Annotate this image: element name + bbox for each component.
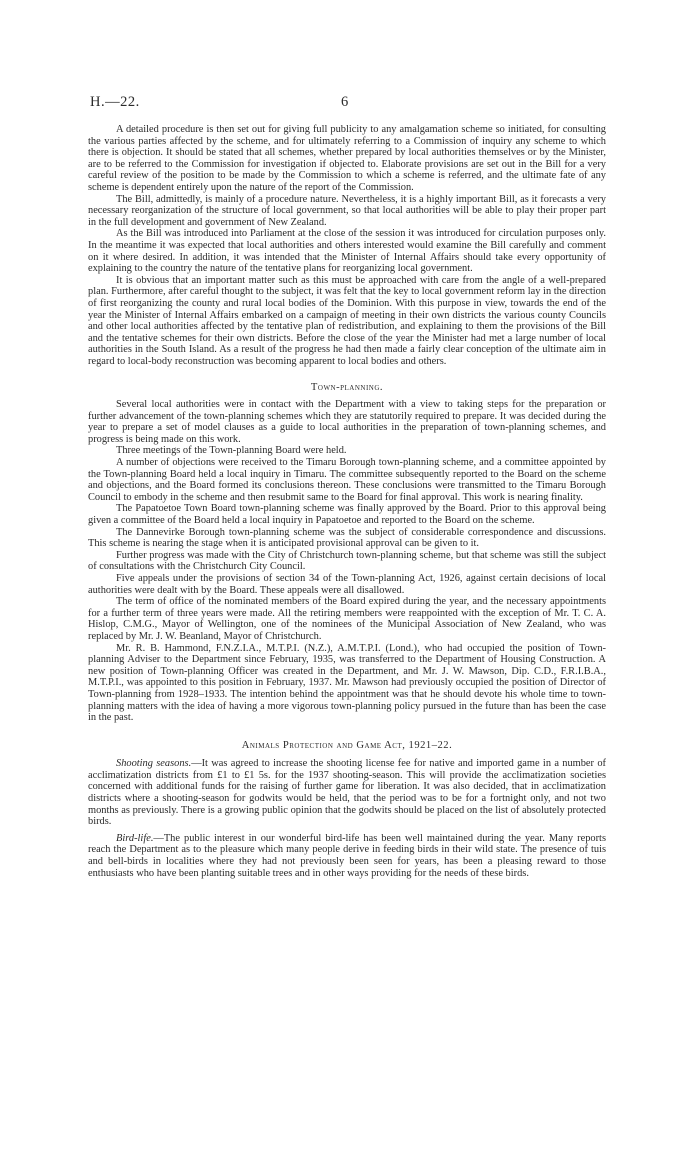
- paragraph: As the Bill was introduced into Parliament at the close of the session it was introduced for circulation purposes only. In the meantime it was expected that local authorities and others interested would examine the Bill carefully and comment on it where desired. In addition, it was intended that the Minister of Internal Affairs should take every opportunity of explaining to the country the nature of the tentative plans for reorganizing local government.: [88, 228, 606, 275]
- paragraph: Several local authorities were in contact with the Department with a view to taking steps for the preparation or further advancement of the town-planning schemes which they are statutorily required to prepare. It was decided during the year to prepare a set of model clauses as a guide to local authorities in the preparation of town-planning schemes, and progress is being made on this work.: [88, 399, 606, 445]
- page-body: [88, 124, 606, 879]
- paragraph: The term of office of the nominated members of the Board expired during the year, and the necessary appointments for a further term of three years were made. All the retiring members were reappointed with the exception of Mr. T. C. A. Hislop, C.M.G., Mayor of Wellington, one of the nominees of the Municipal Association of New Zealand, who was replaced by Mr. J. W. Beanland, Mayor of Christchurch.: [88, 596, 606, 642]
- shooting-seasons-lead: Shooting seasons.: [116, 758, 192, 770]
- bird-life-lead: Bird-life.: [116, 832, 154, 844]
- paragraph: Three meetings of the Town-planning Board were held.: [116, 445, 347, 457]
- paragraph: A detailed procedure is then set out for giving full publicity to any amalgamation scheme so initiated, for consulting the various parties affected by the scheme, and for ultimately referring to a Commission of inquiry any scheme to which there is objection. It should be stated that all schemes, whether prepared by local authorities themselves or by the Minister, are to be referred to the Commission for investigation if objected to. Elaborate provisions are set out in the Bill for a very careful review of the position to be made by the Commission to which a scheme is referred, and the ultimate fate of any scheme is dependent entirely upon the nature of the report of the Commission.: [88, 124, 606, 193]
- page-number: 6: [341, 94, 349, 110]
- page-header-reference: H.—22.: [90, 94, 140, 110]
- bird-life-text: —The public interest in our wonderful bird-life has been well maintained during the year. Many reports reach the Department as to the pleasure which many people derive in feeding birds in their wild state. The presence of tuis and bell-birds in localities where they had not previously been seen for years, has been a pleasing reward to those enthusiasts who have been planting suitable trees and in other ways providing for the needs of these birds.: [88, 832, 606, 879]
- paragraph: The Papatoetoe Town Board town-planning scheme was finally approved by the Board. Prior to this approval being given a committee of the Board held a local inquiry in Papatoetoe and reported to the Board on the scheme.: [88, 503, 606, 526]
- paragraph: Five appeals under the provisions of section 34 of the Town-planning Act, 1926, against certain decisions of local authorities were dealt with by the Board. These appeals were all disallowed.: [88, 572, 606, 596]
- section-heading-town-planning: Town-planning.: [310, 382, 384, 394]
- paragraph: Mr. R. B. Hammond, F.N.Z.I.A., M.T.P.I. (N.Z.), A.M.T.P.I. (Lond.), who had occupied the position of Town-planning Adviser to the Department since February, 1935, was transferred to the Department of Housing Construction. A new position of Town-planning Officer was created in the Department, and Mr. J. W. Mawson, Dip. C.D., F.R.I.B.A., M.T.P.I., was appointed to this position in February, 1937. Mr. Mawson had previously occupied the position of Director of Town-planning from 1928–1933. The intention behind the appointment was that he should devote his whole time to town-planning matters with the idea of having a more vigorous town-planning policy pursued in the future than has been the case in the past.: [88, 642, 606, 724]
- paragraph: The Dannevirke Borough town-planning scheme was the subject of considerable correspondence and discussions. This scheme is nearing the stage when it is anticipated provisional approval can be given to it.: [88, 526, 606, 550]
- section-heading-animals-protection: Animals Protection and Game Act, 1921–22.: [241, 739, 453, 751]
- paragraph-shooting-seasons: [88, 758, 606, 828]
- paragraph-bird-life: [88, 833, 606, 879]
- paragraph: It is obvious that an important matter such as this must be approached with care from the angle of a well-prepared plan. Furthermore, after careful thought to the subject, it was felt that the key to local government reform lay in the direction of first reorganizing the county and rural local bodies of the Dominion. With this purpose in view, towards the end of the year the Minister of Internal Affairs embarked on a campaign of meeting in their own districts the various county Councils and other local authorities affected by the tentative plan of redistribution, and explaining to them the provisions of the Bill and the tentative schemes for their own districts. Before the close of the year the Minister had met a large number of local authorities in the South Island. As a result of the progress he had then made a fairly clear conception of the ultimate aim in regard to local-body reconstruction was becoming apparent to local bodies and others.: [88, 274, 606, 367]
- paragraph: Further progress was made with the City of Christchurch town-planning scheme, but that scheme was still the subject of consultations with the Christchurch City Council.: [88, 549, 606, 573]
- shooting-seasons-text: —It was agreed to increase the shooting license fee for native and imported game in a number of acclimatization districts from £1 to £1 5s. for the 1937 shooting-season. This will provide the acclimatization societies concerned with additional funds for the raising of further game for liberation. It was also decided, that in acclimatization districts where a shooting-season for godwits would be held, that the period was to be for a fortnight only, and not two months as previously. There is a growing public opinion that the godwits should be placed on the list of absolutely protected birds.: [88, 758, 606, 828]
- paragraph: A number of objections were received to the Timaru Borough town-planning scheme, and a committee appointed by the Town-planning Board held a local inquiry in Timaru. The committee subsequently reported to the Board on the scheme and objections, and the Board formed its conclusions thereon. These conclusions were transmitted to the Timaru Borough Council to embody in the scheme and then resubmit same to the Board for final approval. This work is nearing finality.: [88, 457, 606, 503]
- paragraph: The Bill, admittedly, is mainly of a procedure nature. Nevertheless, it is a highly important Bill, as it forecasts a very necessary reorganization of the structure of local government, so that local authorities will be able to play their proper part in the full development and government of New Zealand.: [88, 193, 606, 228]
